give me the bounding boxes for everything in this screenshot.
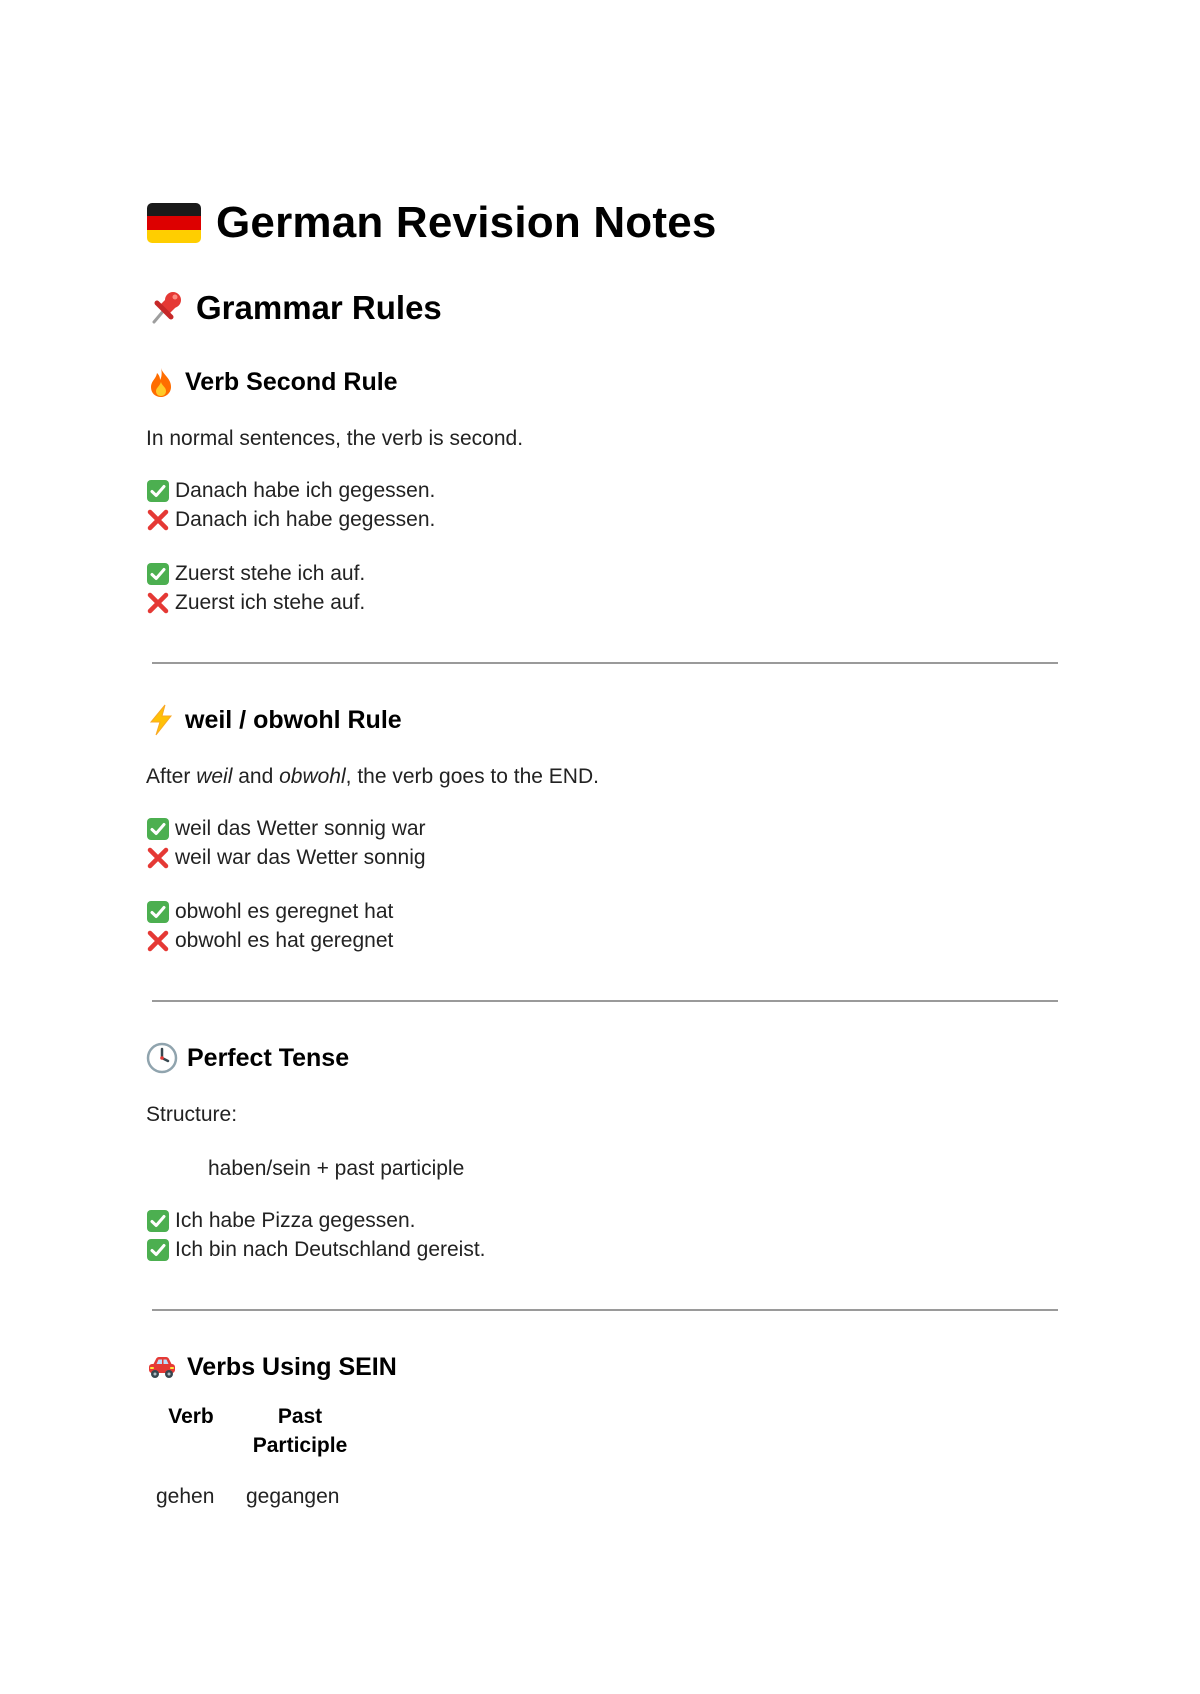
heading-weil-obwohl-rule (146, 704, 402, 736)
heading-text: Perfect Tense (187, 1043, 350, 1072)
example-group (146, 814, 426, 872)
check-mark-icon (146, 1238, 170, 1262)
example-text: weil das Wetter sonnig war (175, 816, 426, 840)
example-text: Danach ich habe gegessen. (175, 507, 436, 531)
cross-mark-icon (146, 846, 170, 870)
divider (152, 1309, 1058, 1311)
example-group (146, 476, 435, 534)
example-text: Ich habe Pizza gegessen. (175, 1208, 416, 1232)
cell-verb: gehen (156, 1485, 215, 1508)
fire-icon (146, 366, 176, 398)
example-incorrect (146, 926, 393, 955)
intro-text: and (232, 765, 280, 788)
heading-text: weil / obwohl Rule (185, 705, 402, 734)
example-group (146, 1206, 486, 1264)
section-heading-text: Grammar Rules (196, 289, 442, 326)
example-correct (146, 559, 365, 588)
structure-label: Structure: (146, 1103, 238, 1126)
cross-mark-icon (146, 929, 170, 953)
check-mark-icon (146, 817, 170, 841)
check-mark-icon (146, 900, 170, 924)
car-icon (146, 1351, 178, 1383)
example-text: Danach habe ich gegessen. (175, 478, 436, 502)
pushpin-icon (146, 288, 186, 328)
check-mark-icon (146, 479, 170, 503)
example-text: obwohl es geregnet hat (175, 899, 394, 923)
example-text: Zuerst stehe ich auf. (175, 561, 366, 585)
heading-perfect-tense (146, 1042, 349, 1074)
example-correct (146, 1206, 486, 1235)
check-mark-icon (146, 562, 170, 586)
example-correct (146, 814, 426, 843)
german-flag-icon (146, 202, 202, 244)
document-page (146, 190, 1062, 1508)
example-correct (146, 476, 435, 505)
example-incorrect (146, 505, 435, 534)
divider (152, 662, 1058, 664)
page-title (146, 190, 1062, 256)
example-text: obwohl es hat geregnet (175, 928, 394, 952)
example-correct (146, 897, 393, 926)
example-correct (146, 1235, 486, 1264)
column-header-past-participle: Past Participle (252, 1405, 348, 1457)
heading-verbs-using-sein (146, 1351, 397, 1383)
example-incorrect (146, 588, 365, 617)
rule-intro (146, 762, 599, 792)
keyword-weil: weil (196, 765, 233, 788)
example-group (146, 559, 365, 617)
example-incorrect (146, 843, 426, 872)
page-title-text: German Revision Notes (216, 198, 717, 247)
intro-text: After (146, 765, 197, 788)
heading-text: Verb Second Rule (185, 367, 398, 396)
sein-verbs-table (146, 1402, 364, 1512)
intro-text: , the verb goes to the END. (345, 765, 599, 788)
column-header-verb: Verb (168, 1405, 214, 1428)
heading-text: Verbs Using SEIN (187, 1352, 397, 1381)
example-group (146, 897, 393, 955)
structure-formula: haben/sein + past participle (208, 1157, 465, 1180)
rule-intro: In normal sentences, the verb is second. (146, 427, 524, 450)
lightning-icon (146, 704, 176, 736)
section-heading-grammar (146, 288, 442, 328)
cross-mark-icon (146, 591, 170, 615)
check-mark-icon (146, 1209, 170, 1233)
example-text: weil war das Wetter sonnig (175, 845, 426, 869)
clock-icon (146, 1042, 178, 1074)
table-header-row (146, 1402, 364, 1482)
example-text: Zuerst ich stehe auf. (175, 590, 366, 614)
heading-verb-second-rule (146, 366, 398, 398)
divider (152, 1000, 1058, 1002)
keyword-obwohl: obwohl (279, 765, 346, 788)
example-text: Ich bin nach Deutschland gereist. (175, 1237, 486, 1261)
cross-mark-icon (146, 508, 170, 532)
table-row (146, 1482, 364, 1512)
cell-past-participle: gegangen (246, 1485, 340, 1508)
